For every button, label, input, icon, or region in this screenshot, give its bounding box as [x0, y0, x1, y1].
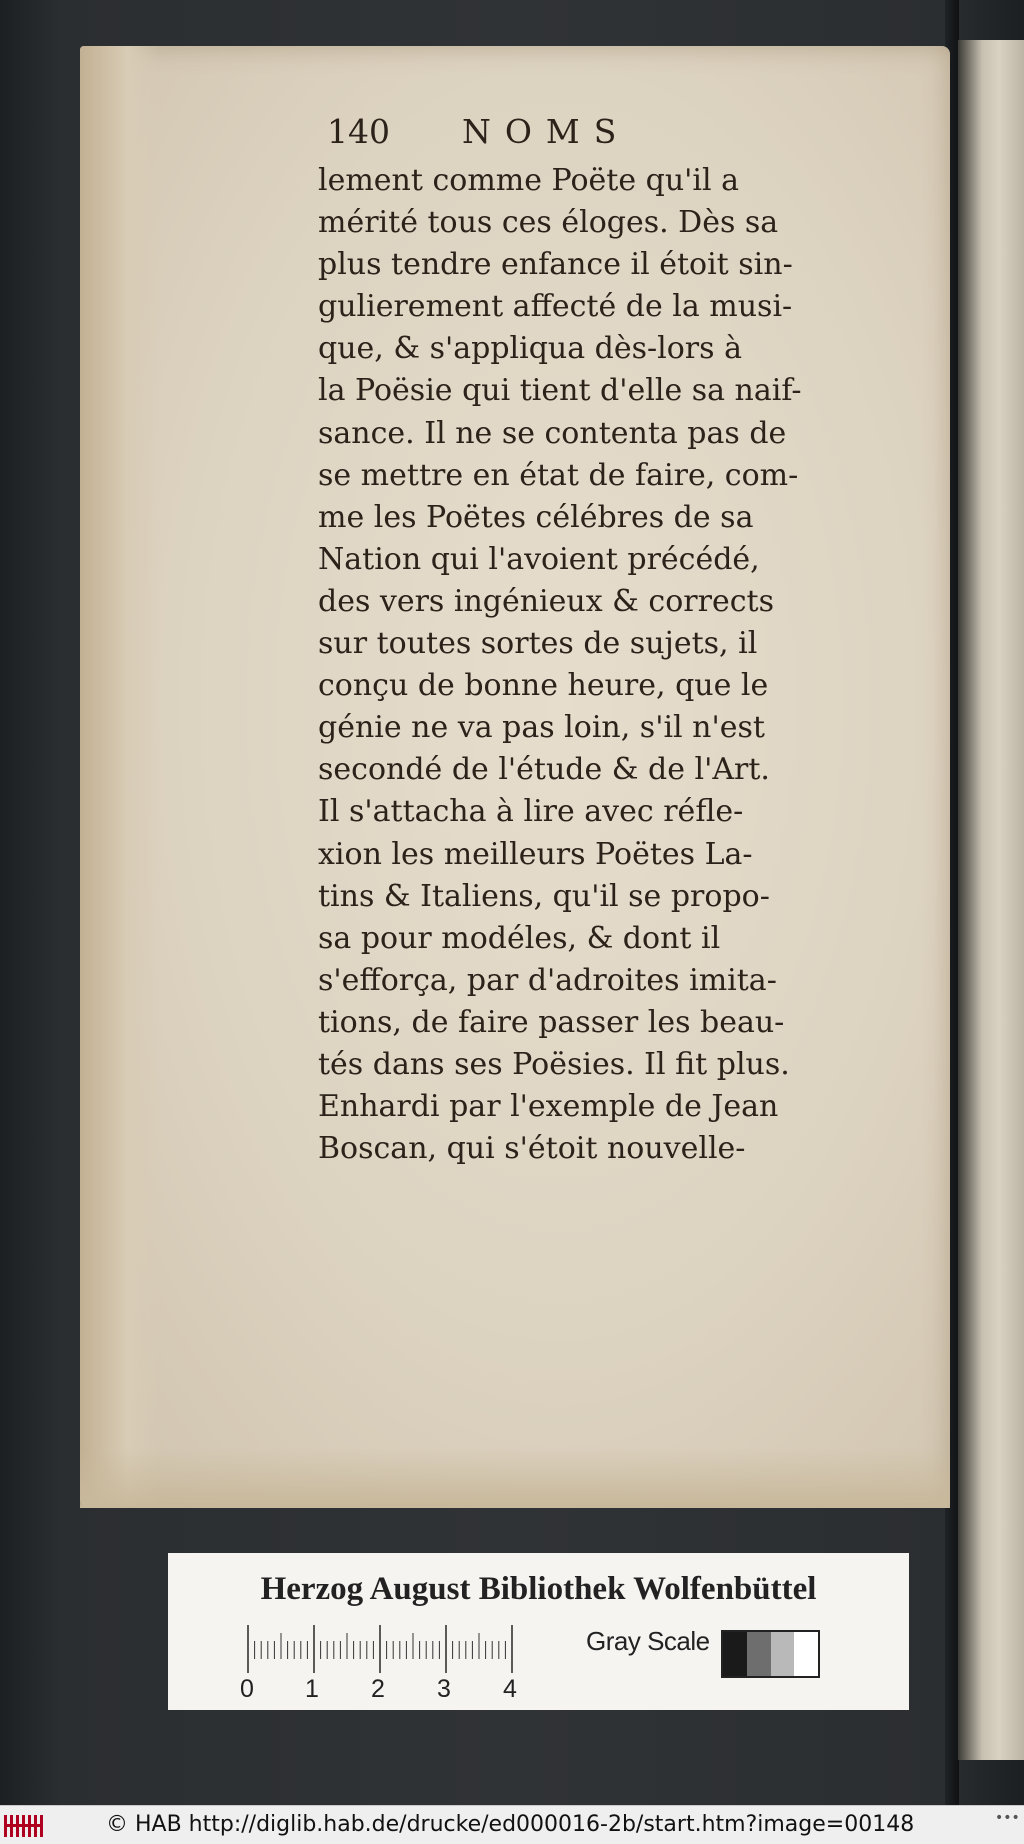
- ruler-label: 2: [371, 1675, 385, 1703]
- gray-swatch: [794, 1632, 818, 1676]
- text-line: me les Poëtes célébres de sa: [318, 499, 754, 535]
- gray-scale-swatches: [721, 1630, 820, 1678]
- ellipsis-icon[interactable]: •••: [995, 1810, 1020, 1826]
- text-line: se mettre en état de faire, com-: [318, 457, 799, 493]
- ruler-label: 1: [305, 1675, 319, 1703]
- next-page-edge: [955, 40, 1024, 1760]
- text-line: gulierement affecté de la musi-: [318, 289, 793, 325]
- text-line: sa pour modéles, & dont il: [318, 920, 721, 956]
- text-line: Nation qui l'avoient précédé,: [318, 541, 760, 577]
- text-line: sur toutes sortes de sujets, il: [318, 626, 758, 662]
- ruler-label: 0: [240, 1675, 254, 1703]
- text-line: conçu de bonne heure, que le: [318, 668, 769, 704]
- page-edge-bottom: [80, 1448, 950, 1508]
- body-text: [318, 160, 878, 1170]
- text-line: mérité tous ces éloges. Dès sa: [318, 205, 779, 241]
- text-line: la Poësie qui tient d'elle sa naif-: [318, 373, 802, 409]
- running-title: NOMS: [462, 112, 631, 151]
- page-header: [327, 112, 807, 162]
- page-number: 140: [327, 112, 390, 151]
- text-line: tés dans ses Poësies. Il fit plus.: [318, 1046, 790, 1082]
- footer-bar: [0, 1805, 1024, 1844]
- institution-name: Herzog August Bibliothek Wolfenbüttel: [260, 1571, 817, 1607]
- gray-swatch: [723, 1632, 747, 1676]
- text-line: des vers ingénieux & corrects: [318, 583, 774, 619]
- text-line: Il s'attacha à lire avec réfle-: [318, 794, 744, 830]
- ruler-label: 4: [503, 1675, 517, 1703]
- text-line: tins & Italiens, qu'il se propo-: [318, 878, 770, 914]
- footer-copyright[interactable]: © HAB http://diglib.hab.de/drucke/ed000016-2b/start.htm?image=00148: [106, 1812, 915, 1837]
- ruler-labels: [240, 1675, 580, 1705]
- gray-swatch: [771, 1632, 795, 1676]
- text-line: s'efforça, par d'adroites imita-: [318, 962, 777, 998]
- calibration-card: [168, 1553, 909, 1710]
- text-line: que, & s'appliqua dès-lors à: [318, 331, 742, 367]
- text-line: génie ne va pas loin, s'il n'est: [318, 710, 765, 746]
- hab-logo-icon: [4, 1813, 46, 1839]
- gray-scale-label: Gray Scale: [586, 1626, 710, 1656]
- text-line: sance. Il ne se contenta pas de: [318, 415, 787, 451]
- text-line: lement comme Poëte qu'il a: [318, 163, 740, 198]
- text-line: Boscan, qui s'étoit nouvelle-: [318, 1131, 746, 1167]
- text-line: secondé de l'étude & de l'Art.: [318, 752, 770, 788]
- page-edge-left: [80, 46, 160, 1508]
- text-line: tions, de faire passer les beau-: [318, 1004, 785, 1040]
- text-line: xion les meilleurs Poëtes La-: [318, 836, 753, 872]
- ruler: [246, 1625, 566, 1673]
- ruler-label: 3: [437, 1675, 451, 1703]
- gray-swatch: [747, 1632, 771, 1676]
- text-line: Enhardi par l'exemple de Jean: [318, 1089, 779, 1125]
- text-line: plus tendre enfance il étoit sin-: [318, 247, 793, 283]
